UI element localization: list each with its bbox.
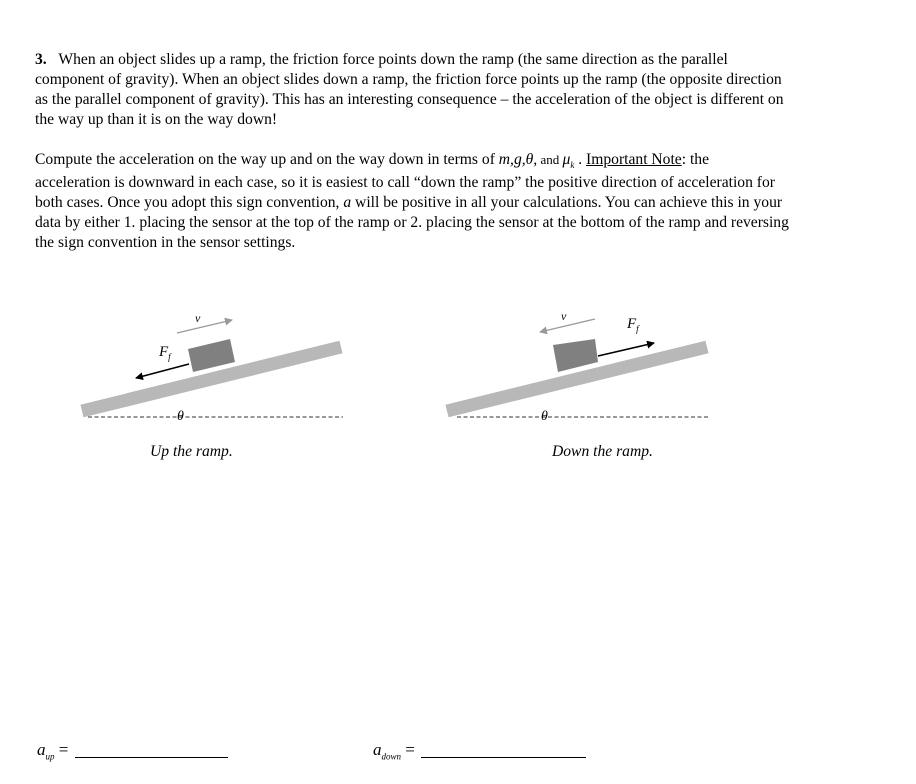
angle-label: θ — [541, 409, 548, 424]
paragraph-2-line-5: the sign convention in the sensor settings. — [35, 234, 296, 251]
paragraph-1-line-2: component of gravity). When an object slides down a ramp, the friction force points up the ramp (the opposite direction — [35, 71, 782, 88]
text: : the — [681, 151, 710, 168]
variables: m,g,θ, — [498, 151, 538, 168]
important-note-label: Important Note — [586, 151, 682, 168]
a-up-answer-blank[interactable] — [75, 757, 228, 758]
a-up-label — [37, 740, 68, 761]
velocity-label: v⃗ — [561, 309, 576, 323]
text: will be positive in all your calculations. You can achieve this in your — [351, 194, 783, 211]
mu-subscript: k — [570, 160, 575, 171]
mu-symbol: μ — [562, 151, 571, 168]
variable-a: a — [343, 194, 352, 211]
a-down-label — [373, 740, 415, 761]
paragraph-2-line-4: data by either 1. placing the sensor at the top of the ramp or 2. placing the sensor at the bottom of the ramp and reversing — [35, 214, 789, 231]
friction-arrow — [598, 343, 654, 356]
text: Compute the acceleration on the way up and on the way down in terms of — [35, 151, 499, 168]
friction-label: $F_f$ — [627, 316, 639, 334]
subscript: up — [45, 751, 55, 762]
equals: = — [58, 740, 69, 759]
text: and — [537, 152, 563, 167]
text: . — [574, 151, 587, 168]
paragraph-1-line-3: as the parallel component of gravity). This has an interesting consequence – the acceleration of the object is different on — [35, 91, 784, 108]
velocity-label: v⃗ — [195, 311, 210, 325]
angle-label: θ — [177, 409, 184, 424]
subscript: down — [381, 751, 402, 762]
equals: = — [405, 740, 415, 759]
variable: a — [37, 740, 46, 759]
up-ramp-caption: Up the ramp. — [150, 443, 233, 460]
problem-number: 3. — [35, 51, 47, 68]
down-ramp-diagram — [447, 309, 710, 424]
paragraph-2-line-2: acceleration is downward in each case, so it is easiest to call “down the ramp” the positive direction of acceleration for — [35, 174, 775, 191]
friction-arrow — [136, 364, 189, 378]
text: both cases. Once you adopt this sign convention, — [35, 194, 344, 211]
text: When an object slides up a ramp, the friction force points down the ramp (the same direction as the parallel — [58, 51, 728, 68]
variable: a — [373, 740, 382, 759]
block — [553, 339, 598, 372]
a-down-answer-blank[interactable] — [421, 757, 586, 758]
block — [188, 339, 235, 372]
up-ramp-diagram — [82, 311, 343, 424]
paragraph-1-line-4: the way up than it is on the way down! — [35, 111, 278, 128]
down-ramp-caption: Down the ramp. — [552, 443, 653, 460]
friction-label: $F_f$ — [159, 344, 171, 362]
